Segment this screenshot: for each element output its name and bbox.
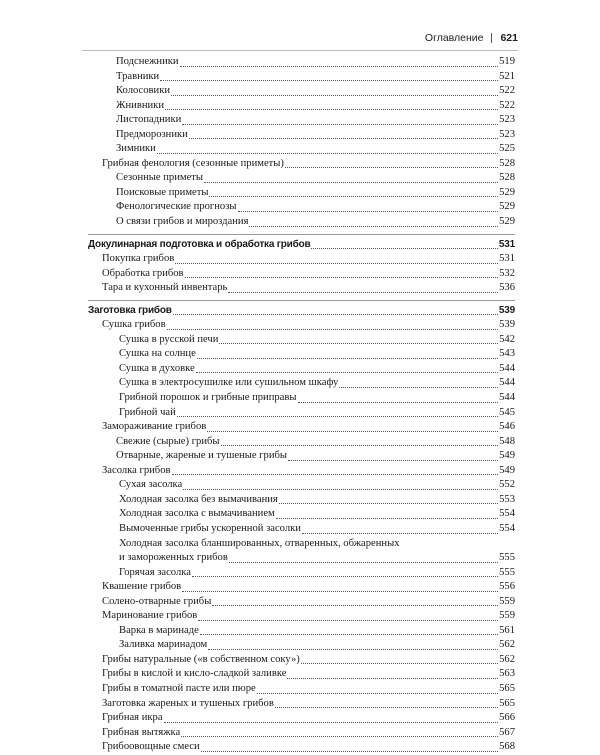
toc-entry[interactable]: Листопадники 523 xyxy=(116,114,515,126)
toc-entry[interactable]: Грибы в томатной пасте или пюре 565 xyxy=(102,682,515,694)
toc-entry[interactable]: Свежие (сырые) грибы 548 xyxy=(116,435,515,447)
toc-entry[interactable]: Грибная фенология (сезонные приметы) 528 xyxy=(102,157,515,169)
toc-entry[interactable]: Грибной порошок и грибные приправы 544 xyxy=(119,392,515,404)
toc-entry[interactable]: Сушка грибов 539 xyxy=(102,319,515,331)
toc-entry[interactable]: Засолка грибов 549 xyxy=(102,464,515,476)
toc-entry[interactable]: Сушка в русской печи 542 xyxy=(119,333,515,345)
toc-entry[interactable]: Грибная вытяжка 567 xyxy=(102,726,515,738)
running-head xyxy=(425,32,518,44)
toc-entry[interactable]: Холодная засолка с вымачиванием 554 xyxy=(119,508,515,520)
toc-entry[interactable]: Варка в маринаде 561 xyxy=(119,624,515,636)
toc-entry[interactable]: Солено-отварные грибы 559 xyxy=(102,595,515,607)
table-of-contents xyxy=(88,55,515,755)
toc-entry[interactable]: Сушка на солнце 543 xyxy=(119,348,515,360)
toc-entry[interactable]: Грибная икра 566 xyxy=(102,712,515,724)
toc-entry[interactable]: Сушка в электросушилке или сушильном шкафу 544 xyxy=(119,377,515,389)
toc-entry-multiline-first[interactable]: Холодная засолка бланшированных, отваренных, обжаренных xyxy=(119,537,400,549)
section-divider xyxy=(88,300,515,301)
toc-entry[interactable]: Грибы натуральные («в собственном соку») 562 xyxy=(102,653,515,665)
toc-entry[interactable]: Обработка грибов 532 xyxy=(102,267,515,279)
toc-entry[interactable]: Замораживание грибов 546 xyxy=(102,421,515,433)
toc-entry[interactable]: Сушка в духовке 544 xyxy=(119,362,515,374)
toc-entry[interactable]: Холодная засолка без вымачивания 553 xyxy=(119,493,515,505)
toc-entry-multiline-second[interactable]: и замороженных грибов 555 xyxy=(119,552,515,564)
running-head-title: Оглавление xyxy=(424,32,484,44)
toc-entry[interactable]: Квашение грибов 556 xyxy=(102,581,515,593)
toc-entry[interactable]: Жнивники 522 xyxy=(116,99,515,111)
toc-entry[interactable]: Тара и кухонный инвентарь 536 xyxy=(102,282,515,294)
toc-entry[interactable]: Грибы в кислой и кисло-сладкой заливке 563 xyxy=(102,668,515,680)
toc-entry[interactable]: Предморозники 523 xyxy=(116,128,515,140)
toc-entry[interactable]: Заготовка жареных и тушеных грибов 565 xyxy=(102,697,515,709)
toc-entry[interactable]: Грибной чай 545 xyxy=(119,406,515,418)
toc-entry[interactable]: Поисковые приметы 529 xyxy=(116,186,515,198)
running-head-divider xyxy=(491,33,492,43)
toc-entry[interactable]: Грибоовощные смеси 568 xyxy=(102,741,515,753)
toc-entry[interactable]: Горячая засолка 555 xyxy=(119,566,515,578)
toc-entry[interactable]: О связи грибов и мироздания 529 xyxy=(116,216,515,228)
toc-entry[interactable]: Отварные, жареные и тушеные грибы 549 xyxy=(116,450,515,462)
section-divider xyxy=(88,234,515,235)
toc-entry[interactable]: Маринование грибов 559 xyxy=(102,610,515,622)
toc-entry[interactable]: Вымоченные грибы ускоренной засолки 554 xyxy=(119,522,515,534)
toc-entry[interactable]: Колосовики 522 xyxy=(116,85,515,97)
toc-entry[interactable]: Сезонные приметы 528 xyxy=(116,172,515,184)
toc-entry[interactable]: Травники 521 xyxy=(116,70,515,82)
page-number: 621 xyxy=(500,32,518,44)
toc-entry[interactable]: Покупка грибов 531 xyxy=(102,253,515,265)
toc-entry[interactable]: Сухая засолка 552 xyxy=(119,479,515,491)
toc-section-heading[interactable]: Заготовка грибов 539 xyxy=(88,304,515,316)
toc-section-heading[interactable]: Докулинарная подготовка и обработка грибов 531 xyxy=(88,238,515,250)
toc-entry[interactable]: Заливка маринадом 562 xyxy=(119,639,515,651)
toc-entry[interactable]: Подснежники 519 xyxy=(116,56,515,67)
header-rule xyxy=(82,50,518,51)
toc-entry[interactable]: Фенологические прогнозы 529 xyxy=(116,201,515,213)
toc-entry[interactable]: Зимники 525 xyxy=(116,143,515,155)
